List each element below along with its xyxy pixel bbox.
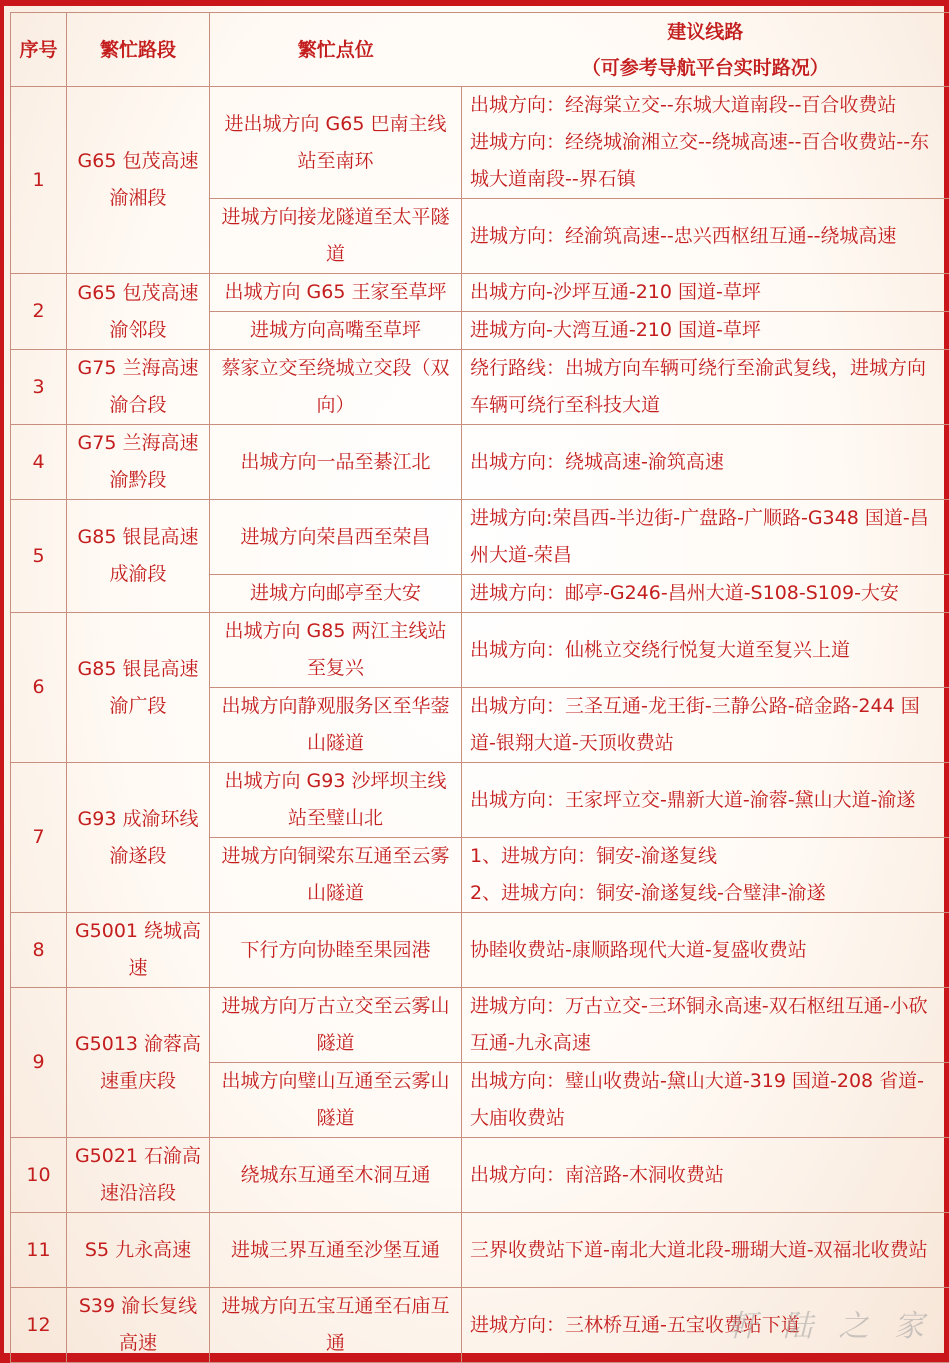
watermark: 軒 陆 之 家 xyxy=(727,1301,932,1345)
cell-seq: 8 xyxy=(11,913,67,988)
cell-route: 进城方向-大湾互通-210 国道-草坪 xyxy=(462,312,949,350)
cell-section: G75 兰海高速渝黔段 xyxy=(67,425,210,500)
cell-route: 协睦收费站-康顺路现代大道-复盛收费站 xyxy=(462,913,949,988)
cell-route: 1、进城方向：铜安-渝遂复线 2、进城方向：铜安-渝遂复线-合璧津-渝遂 xyxy=(462,838,949,913)
cell-route: 出城方向-沙坪互通-210 国道-草坪 xyxy=(462,274,949,312)
table-body xyxy=(11,87,949,1363)
header-route-subtitle: （可参考导航平台实时路况） xyxy=(468,50,944,86)
cell-route: 绕行路线：出城方向车辆可绕行至渝武复线，进城方向车辆可绕行至科技大道 xyxy=(462,350,949,425)
cell-seq: 5 xyxy=(11,500,67,613)
cell-section: G85 银昆高速渝广段 xyxy=(67,613,210,763)
cell-route: 三界收费站下道-南北大道北段-珊瑚大道-双福北收费站 xyxy=(462,1213,949,1288)
cell-spot: 进城方向五宝互通至石庙互通 xyxy=(210,1288,462,1363)
table-row xyxy=(11,613,949,688)
cell-spot: 出城方向静观服务区至华蓥山隧道 xyxy=(210,688,462,763)
cell-section: G5001 绕城高速 xyxy=(67,913,210,988)
cell-seq: 4 xyxy=(11,425,67,500)
cell-spot: 下行方向协睦至果园港 xyxy=(210,913,462,988)
cell-route: 进城方向：邮亭-G246-昌州大道-S108-S109-大安 xyxy=(462,575,949,613)
cell-seq: 12 xyxy=(11,1288,67,1363)
cell-section: G85 银昆高速成渝段 xyxy=(67,500,210,613)
table-sheet xyxy=(4,6,944,1353)
cell-route: 出城方向：仙桃立交绕行悦复大道至复兴上道 xyxy=(462,613,949,688)
cell-spot: 进城方向接龙隧道至太平隧道 xyxy=(210,199,462,274)
header-section: 繁忙路段 xyxy=(67,13,210,87)
cell-spot: 出城方向一品至綦江北 xyxy=(210,425,462,500)
route-table xyxy=(10,12,949,1363)
cell-seq: 9 xyxy=(11,988,67,1138)
cell-route: 出城方向：经海棠立交--东城大道南段--百合收费站 进城方向：经绕城渝湘立交--绕城高速--百合收费站--东城大道南段--界石镇 xyxy=(462,87,949,199)
cell-spot: 进城方向荣昌西至荣昌 xyxy=(210,500,462,575)
table-row xyxy=(11,274,949,312)
cell-seq: 3 xyxy=(11,350,67,425)
cell-section: G65 包茂高速渝湘段 xyxy=(67,87,210,274)
cell-section: G93 成渝环线渝遂段 xyxy=(67,763,210,913)
cell-route: 进城方向:荣昌西-半边街-广盘路-广顺路-G348 国道-昌州大道-荣昌 xyxy=(462,500,949,575)
header-seq: 序号 xyxy=(11,13,67,87)
cell-spot: 蔡家立交至绕城立交段（双向） xyxy=(210,350,462,425)
cell-route: 出城方向：三圣互通-龙王街-三静公路-碚金路-244 国道-银翔大道-天顶收费站 xyxy=(462,688,949,763)
table-row xyxy=(11,350,949,425)
table-row xyxy=(11,763,949,838)
cell-route: 进城方向：万古立交-三环铜永高速-双石枢纽互通-小砍互通-九永高速 xyxy=(462,988,949,1063)
cell-route: 出城方向：璧山收费站-黛山大道-319 国道-208 省道-大庙收费站 xyxy=(462,1063,949,1138)
cell-section: G5013 渝蓉高速重庆段 xyxy=(67,988,210,1138)
cell-spot: 进城方向高嘴至草坪 xyxy=(210,312,462,350)
table-header-row xyxy=(11,13,949,87)
cell-route: 出城方向：绕城高速-渝筑高速 xyxy=(462,425,949,500)
cell-route: 进城方向：经渝筑高速--忠兴西枢纽互通--绕城高速 xyxy=(462,199,949,274)
cell-spot: 进城三界互通至沙堡互通 xyxy=(210,1213,462,1288)
table-row xyxy=(11,87,949,199)
cell-spot: 进城方向邮亭至大安 xyxy=(210,575,462,613)
cell-section: G65 包茂高速渝邻段 xyxy=(67,274,210,350)
cell-spot: 出城方向 G85 两江主线站至复兴 xyxy=(210,613,462,688)
table-row xyxy=(11,913,949,988)
table-row xyxy=(11,988,949,1063)
cell-seq: 11 xyxy=(11,1213,67,1288)
cell-spot: 出城方向璧山互通至云雾山隧道 xyxy=(210,1063,462,1138)
cell-section: S39 渝长复线高速 xyxy=(67,1288,210,1363)
cell-seq: 10 xyxy=(11,1138,67,1213)
cell-section: S5 九永高速 xyxy=(67,1213,210,1288)
cell-spot: 进出城方向 G65 巴南主线站至南环 xyxy=(210,87,462,199)
cell-seq: 2 xyxy=(11,274,67,350)
table-row xyxy=(11,1213,949,1288)
header-spot: 繁忙点位 xyxy=(210,13,462,87)
cell-spot: 出城方向 G65 王家至草坪 xyxy=(210,274,462,312)
cell-spot: 绕城东互通至木洞互通 xyxy=(210,1138,462,1213)
cell-spot: 出城方向 G93 沙坪坝主线站至璧山北 xyxy=(210,763,462,838)
cell-route: 出城方向：王家坪立交-鼎新大道-渝蓉-黛山大道-渝遂 xyxy=(462,763,949,838)
table-row xyxy=(11,425,949,500)
header-route xyxy=(462,13,949,87)
table-row xyxy=(11,500,949,575)
cell-seq: 1 xyxy=(11,87,67,274)
cell-spot: 进城方向铜梁东互通至云雾山隧道 xyxy=(210,838,462,913)
cell-section: G75 兰海高速渝合段 xyxy=(67,350,210,425)
cell-route: 进城方向：三林桥互通-五宝收费站下道 xyxy=(462,1288,949,1363)
cell-section: G5021 石渝高速沿涪段 xyxy=(67,1138,210,1213)
cell-seq: 6 xyxy=(11,613,67,763)
cell-spot: 进城方向万古立交至云雾山隧道 xyxy=(210,988,462,1063)
cell-seq: 7 xyxy=(11,763,67,913)
cell-route: 出城方向：南涪路-木洞收费站 xyxy=(462,1138,949,1213)
header-route-title: 建议线路 xyxy=(468,14,944,50)
table-row xyxy=(11,1138,949,1213)
